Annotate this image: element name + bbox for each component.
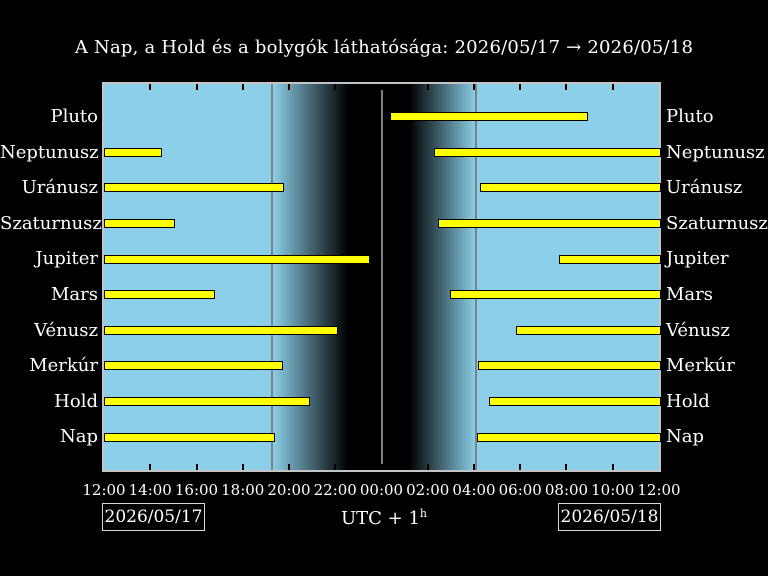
planet-label-right-hold: Hold (666, 390, 710, 412)
tick-mark (612, 84, 614, 90)
visibility-bar (434, 148, 661, 157)
visibility-bar (478, 361, 661, 370)
tick-mark (565, 84, 567, 90)
planet-row-mars (104, 277, 659, 313)
planet-label-left-hold: Hold (54, 390, 98, 412)
visibility-bar (438, 219, 661, 228)
tick-mark (473, 464, 475, 470)
visibility-bar (450, 290, 661, 299)
planet-label-left-jupiter: Jupiter (35, 248, 98, 270)
tick-mark (565, 464, 567, 470)
timezone-superscript: h (419, 507, 428, 520)
visibility-bar (104, 219, 175, 228)
tick-mark (149, 84, 151, 90)
time-tick-label: 06:00 (498, 481, 542, 499)
tick-mark (288, 84, 290, 90)
tick-mark (242, 84, 244, 90)
visibility-bar (104, 290, 215, 299)
planet-label-left-uránusz: Uránusz (21, 177, 98, 199)
time-tick-label: 08:00 (544, 481, 589, 499)
time-tick-label: 00:00 (359, 481, 404, 499)
visibility-bar (104, 361, 283, 370)
visibility-bar (477, 433, 661, 442)
time-tick-label: 12:00 (82, 481, 126, 499)
tick-mark (288, 464, 290, 470)
time-tick-label: 04:00 (452, 481, 496, 499)
planet-label-right-vénusz: Vénusz (666, 319, 730, 341)
tick-mark (427, 464, 429, 470)
visibility-bar (104, 397, 310, 406)
time-tick-label: 02:00 (406, 481, 450, 499)
tick-mark (149, 464, 151, 470)
tick-mark (519, 464, 521, 470)
tick-mark (612, 464, 614, 470)
planet-row-hold (104, 384, 659, 420)
planet-label-left-neptunusz: Neptunusz (0, 141, 99, 163)
planet-row-pluto (104, 99, 659, 135)
time-tick-label: 12:00 (637, 481, 681, 499)
tick-mark (196, 464, 198, 470)
planet-label-right-mars: Mars (666, 284, 714, 305)
visibility-bar (104, 148, 162, 157)
visibility-bar (516, 326, 661, 335)
planet-row-neptunusz (104, 135, 659, 171)
planet-label-left-nap: Nap (59, 426, 98, 448)
tick-mark (242, 464, 244, 470)
planet-row-szaturnusz (104, 206, 659, 242)
planet-label-right-uránusz: Uránusz (666, 177, 743, 199)
visibility-bar (104, 183, 284, 192)
planet-label-right-merkúr: Merkúr (666, 355, 735, 377)
tick-mark (519, 84, 521, 90)
time-tick-label: 14:00 (128, 481, 172, 499)
tick-mark (427, 84, 429, 90)
tick-mark (334, 84, 336, 90)
visibility-bar (489, 397, 661, 406)
time-tick-label: 16:00 (174, 481, 219, 499)
tick-mark (473, 84, 475, 90)
planet-row-uránusz (104, 170, 659, 206)
visibility-bar (104, 326, 338, 335)
planet-label-right-nap: Nap (666, 426, 705, 448)
time-tick-label: 20:00 (267, 481, 311, 499)
visibility-bar (559, 255, 661, 264)
tick-mark (381, 84, 383, 90)
tick-mark (381, 464, 383, 470)
planet-label-right-pluto: Pluto (666, 106, 714, 127)
visibility-bar (480, 183, 661, 192)
planet-label-left-merkúr: Merkúr (29, 355, 98, 377)
planet-row-vénusz (104, 313, 659, 349)
planet-row-jupiter (104, 241, 659, 277)
visibility-bar (390, 112, 588, 121)
planet-label-left-vénusz: Vénusz (34, 319, 98, 341)
visibility-bar (104, 433, 275, 442)
time-tick-label: 22:00 (313, 481, 357, 499)
tick-mark (334, 464, 336, 470)
chart-title: A Nap, a Hold és a bolygók láthatósága: 2026/05/17 → 2026/05/18 (74, 37, 694, 58)
visibility-bar (104, 255, 370, 264)
planet-label-right-neptunusz: Neptunusz (666, 141, 765, 163)
plot-area (102, 82, 661, 472)
date-box-right (558, 503, 661, 531)
planet-label-left-pluto: Pluto (50, 106, 98, 127)
time-tick-label: 10:00 (591, 481, 635, 499)
time-tick-label: 18:00 (221, 481, 265, 499)
date-left-text: 2026/05/17 (104, 507, 203, 527)
planet-label-left-szaturnusz: Szaturnusz (0, 212, 102, 234)
planet-row-nap (104, 419, 659, 455)
planet-label-left-mars: Mars (50, 284, 98, 305)
tick-mark (196, 84, 198, 90)
timezone-text: UTC + 1 (340, 508, 420, 529)
planet-label-right-jupiter: Jupiter (666, 248, 729, 270)
date-right-text: 2026/05/18 (560, 507, 659, 527)
planet-label-right-szaturnusz: Szaturnusz (666, 212, 768, 234)
planet-row-merkúr (104, 348, 659, 384)
